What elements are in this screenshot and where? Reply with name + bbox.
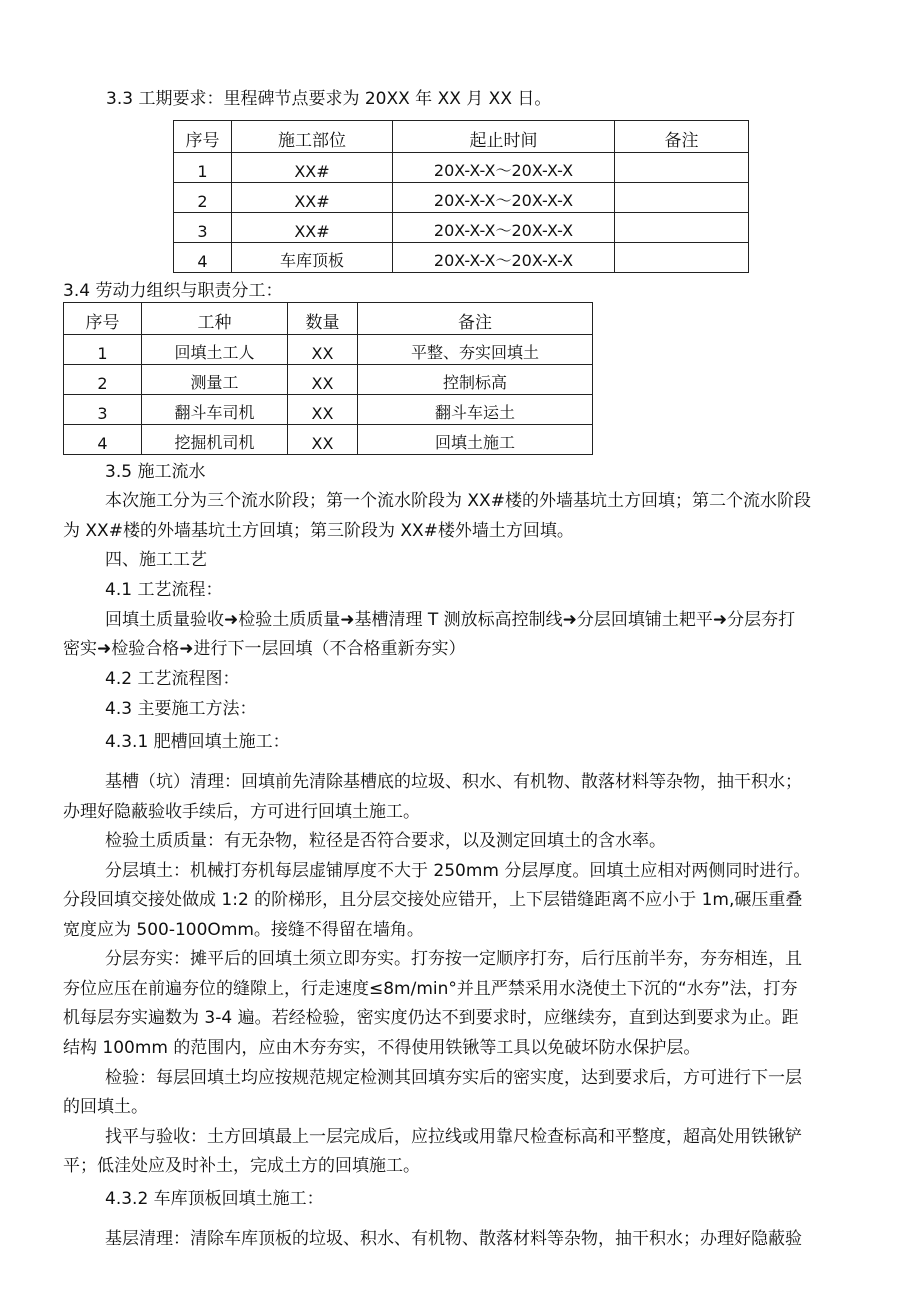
schedule-header-index: 序号 [174,121,232,153]
paragraph-line: 分层夯实：摊平后的回填土须立即夯实。打夯按一定顺序打夯，后行压前半夯，夯夯相连，且 [105,949,802,969]
paragraph-line: 的回填土。 [63,1097,148,1117]
labor-cell-index: 3 [64,395,142,425]
labor-cell-trade: 回填土工人 [142,335,288,365]
schedule-cell-period: 20X-X-X～20X-X-X [393,153,615,183]
labor-cell-quantity: XX [288,365,358,395]
labor-header-quantity: 数量 [288,303,358,335]
paragraph-line: 分层填土：机械打夯机每层虚铺厚度不大于 250mm 分层厚度。回填土应相对两侧同时进行。 [105,861,811,881]
schedule-cell-location: 车库顶板 [232,243,393,273]
paragraph-line: 基槽（坑）清理：回填前先清除基槽底的垃圾、积水、有机物、散落材料等杂物，抽干积水； [105,772,802,792]
paragraph-line: 为 XX#楼的外墙基坑土方回填；第三阶段为 XX#楼外墙土方回填。 [63,521,574,541]
paragraph-line: 机每层夯实遍数为 3-4 遍。若经检验，密实度仍达不到要求时，应继续夯，直到达到要求为止。距 [63,1008,799,1028]
schedule-cell-remarks [615,183,749,213]
schedule-table [173,120,749,273]
schedule-cell-period: 20X-X-X～20X-X-X [393,243,615,273]
labor-cell-quantity: XX [288,395,358,425]
paragraph-line: 办理好隐蔽验收手续后，方可进行回填土施工。 [63,802,420,822]
labor-cell-index: 2 [64,365,142,395]
table-row [174,153,749,183]
paragraph-line: 密实➜检验合格➜进行下一层回填（不合格重新夯实） [63,639,466,659]
schedule-cell-index: 2 [174,183,232,213]
labor-header-index: 序号 [64,303,142,335]
table-row [174,183,749,213]
schedule-header-remarks: 备注 [615,121,749,153]
schedule-cell-index: 4 [174,243,232,273]
labor-table [63,302,593,455]
table-row [64,425,593,455]
labor-cell-remarks: 平整、夯实回填土 [358,335,593,365]
schedule-cell-period: 20X-X-X～20X-X-X [393,213,615,243]
labor-cell-remarks: 控制标高 [358,365,593,395]
schedule-header-location: 施工部位 [232,121,393,153]
paragraph-line: 夯位应压在前遍夯位的缝隙上，行走速度≤8m∕min°并且严禁采用水浇使土下沉的“水夯”法，打夯 [63,979,798,999]
table-row [64,335,593,365]
schedule-cell-location: XX# [232,183,393,213]
paragraph-line: 平；低洼处应及时补土，完成土方的回填施工。 [63,1156,420,1176]
section-4-3-1-title: 4.3.1 肥槽回填土施工： [105,732,290,752]
section-4-3-title: 4.3 主要施工方法： [105,699,257,719]
paragraph-line: 本次施工分为三个流水阶段；第一个流水阶段为 XX#楼的外墙基坑土方回填；第二个流水阶段 [105,491,811,511]
labor-cell-index: 4 [64,425,142,455]
paragraph-line: 检验：每层回填土均应按规范规定检测其回填夯实后的密实度，达到要求后，方可进行下一层 [105,1068,802,1088]
paragraph-line: 检验土质质量：有无杂物，粒径是否符合要求，以及测定回填土的含水率。 [105,831,666,851]
section-3-4-title: 3.4 劳动力组织与职责分工： [63,281,283,301]
section-4-1-title: 4.1 工艺流程： [105,580,223,600]
labor-table-header-row [64,303,593,335]
table-row [64,395,593,425]
schedule-cell-period: 20X-X-X～20X-X-X [393,183,615,213]
paragraph-line: 基层清理：清除车库顶板的垃圾、积水、有机物、散落材料等杂物，抽干积水；办理好隐蔽验 [105,1229,802,1249]
paragraph-line: 宽度应为 500-100Omm。接缝不得留在墙角。 [63,920,424,940]
schedule-cell-index: 1 [174,153,232,183]
paragraph-line: 回填土质量验收➜检验土质质量➜基槽清理 T 测放标高控制线➜分层回填铺土耙平➜分层夯打 [105,610,796,630]
section-4-2-title: 4.2 工艺流程图： [105,669,240,689]
paragraph-line: 找平与验收：土方回填最上一层完成后，应拉线或用靠尺检查标高和平整度，超高处用铁锹铲 [105,1127,802,1147]
section-3-3-title: 3.3 工期要求：里程碑节点要求为 20XX 年 XX 月 XX 日。 [106,89,552,109]
labor-cell-trade: 翻斗车司机 [142,395,288,425]
table-row [174,243,749,273]
section-4-3-2-title: 4.3.2 车库顶板回填土施工： [105,1189,324,1209]
schedule-table-header-row [174,121,749,153]
labor-cell-quantity: XX [288,425,358,455]
labor-header-remarks: 备注 [358,303,593,335]
labor-cell-remarks: 翻斗车运土 [358,395,593,425]
labor-cell-trade: 挖掘机司机 [142,425,288,455]
labor-cell-quantity: XX [288,335,358,365]
labor-header-trade: 工种 [142,303,288,335]
labor-cell-index: 1 [64,335,142,365]
table-row [174,213,749,243]
table-row [64,365,593,395]
schedule-cell-location: XX# [232,153,393,183]
schedule-cell-remarks [615,213,749,243]
schedule-cell-index: 3 [174,213,232,243]
schedule-cell-remarks [615,153,749,183]
paragraph-line: 分段回填交接处做成 1:2 的阶梯形，且分层交接处应错开，上下层错缝距离不应小于 1m,碾压重叠 [63,890,803,910]
paragraph-line: 结构 100mm 的范围内，应由木夯夯实，不得使用铁锹等工具以免破坏防水保护层。 [63,1038,701,1058]
labor-cell-trade: 测量工 [142,365,288,395]
section-4-title: 四、施工工艺 [105,550,207,570]
section-3-5-title: 3.5 施工流水 [105,462,206,482]
schedule-cell-location: XX# [232,213,393,243]
labor-cell-remarks: 回填土施工 [358,425,593,455]
schedule-cell-remarks [615,243,749,273]
schedule-header-period: 起止时间 [393,121,615,153]
